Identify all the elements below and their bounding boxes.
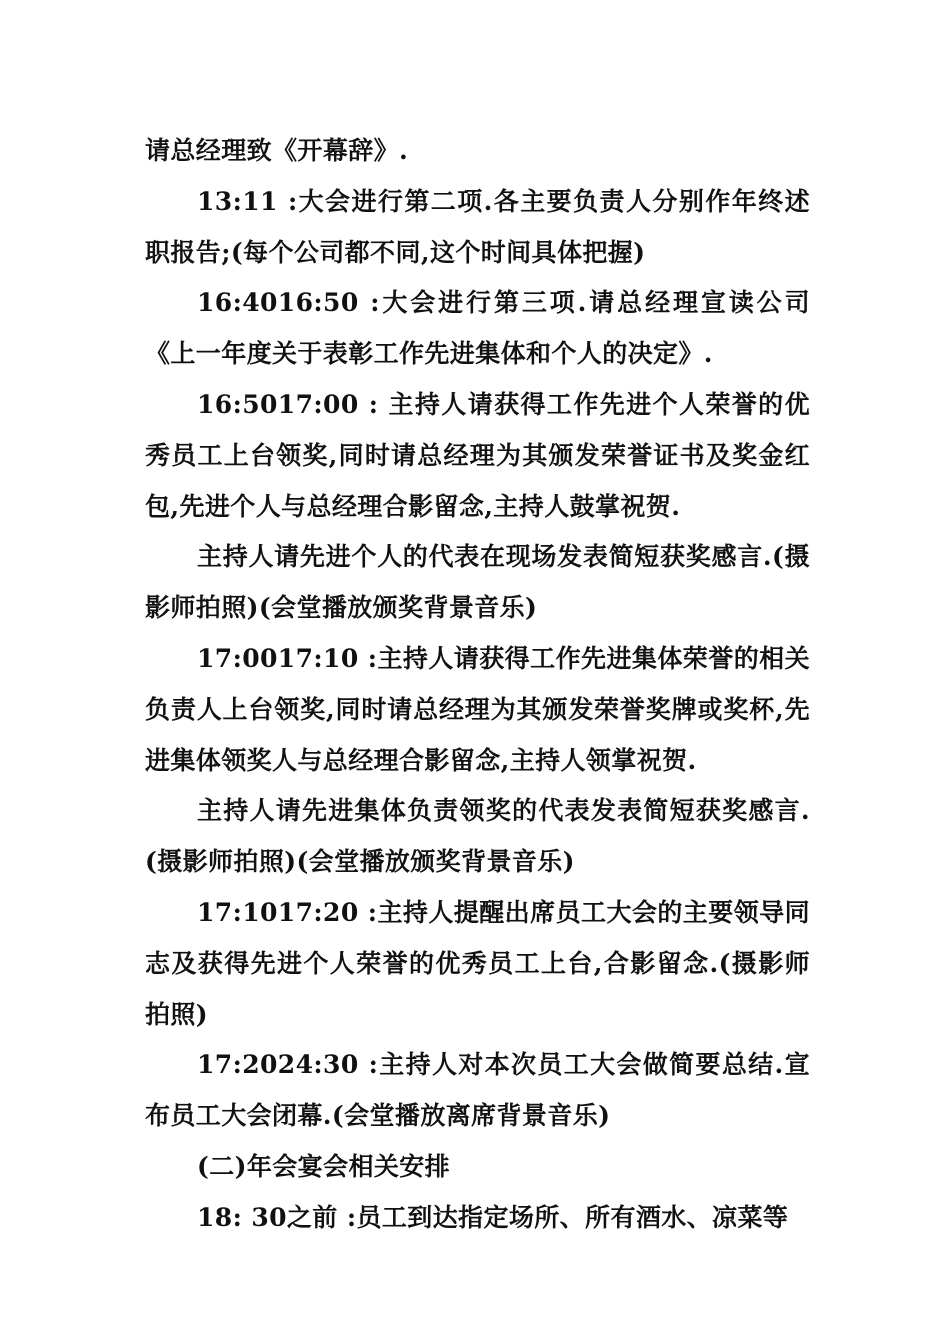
paragraph-individual-awards: 16:5017:00 : 主持人请获得工作先进个人荣誉的优秀员工上台领奖,同时请总经理为其颁发荣誉证书及奖金红包,先进个人与总经理合影留念,主持人鼓掌祝贺. bbox=[145, 389, 810, 521]
paragraph-group-awards: 17:0017:10 :主持人请获得工作先进集体荣誉的相关负责人上台领奖,同时请总经理为其颁发荣誉奖牌或奖杯,先进集体领奖人与总经理合影留念,主持人领掌祝贺. bbox=[145, 643, 810, 775]
paragraph-individual-speech: 主持人请先进个人的代表在现场发表简短获奖感言.(摄影师拍照)(会堂播放颁奖背景音乐) bbox=[145, 542, 810, 623]
paragraph-banquet-arrival: 18: 30之前 :员工到达指定场所、所有酒水、凉菜等 bbox=[197, 1202, 789, 1232]
paragraph-opening-speech: 请总经理致《开幕辞》. bbox=[145, 136, 409, 165]
paragraph-agenda-item-2: 13:11 :大会进行第二项.各主要负责人分别作年终述职报告;(每个公司都不同,这个时间具体把握) bbox=[145, 186, 810, 267]
paragraph-closing: 17:2024:30 :主持人对本次员工大会做简要总结.宣布员工大会闭幕.(会堂播放离席背景音乐) bbox=[145, 1050, 810, 1131]
section-heading-banquet: (二)年会宴会相关安排 bbox=[197, 1151, 451, 1181]
paragraph-group-speech: 主持人请先进集体负责领奖的代表发表简短获奖感言.(摄影师拍照)(会堂播放颁奖背景音乐) bbox=[145, 796, 810, 877]
document-body bbox=[145, 126, 810, 1244]
paragraph-agenda-item-3: 16:4016:50 :大会进行第三项.请总经理宣读公司《上一年度关于表彰工作先进集体和个人的决定》. bbox=[145, 288, 810, 369]
paragraph-group-photo: 17:1017:20 :主持人提醒出席员工大会的主要领导同志及获得先进个人荣誉的优秀员工上台,合影留念.(摄影师拍照) bbox=[145, 897, 810, 1029]
